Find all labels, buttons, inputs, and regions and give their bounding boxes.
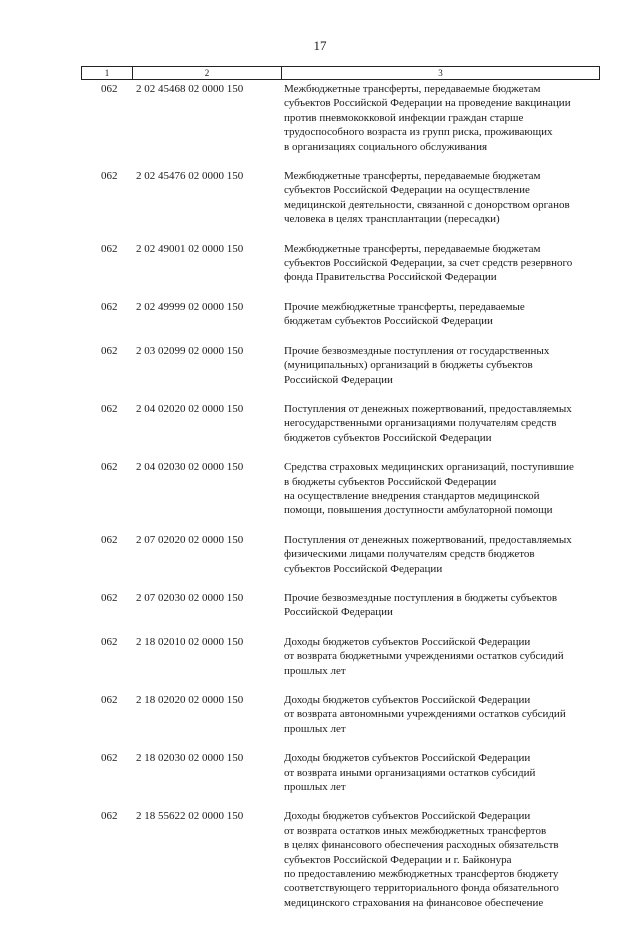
description-line: субъектов Российской Федерации [284, 562, 443, 575]
description-line: прошлых лет [284, 781, 346, 794]
description-cell [281, 809, 600, 910]
description-line: от возврата остатков иных межбюджетных трансфертов [284, 824, 547, 837]
description-line: Доходы бюджетов субъектов Российской Федерации [284, 752, 531, 765]
column-header-2: 2 [132, 67, 281, 79]
description-line: в целях финансового обеспечения расходных обязательств [284, 839, 559, 852]
description-line: прошлых лет [284, 664, 346, 677]
budget-code-cell: 2 02 49001 02 0000 150 [136, 242, 244, 255]
description-line: Доходы бюджетов субъектов Российской Федерации [284, 635, 531, 648]
description-cell [281, 242, 600, 285]
description-line: Межбюджетные трансферты, передаваемые бюджетам [284, 170, 541, 183]
description-line: физическими лицами получателям средств бюджетов [284, 548, 535, 561]
budget-code-cell: 2 18 02020 02 0000 150 [136, 694, 244, 706]
page-number: 17 [313, 38, 327, 53]
description-line: (муниципальных) организаций в бюджеты субъектов [284, 359, 533, 372]
admin-code-cell: 062 [101, 533, 118, 546]
table-row [81, 533, 600, 576]
table-row [81, 591, 600, 620]
table-row [81, 460, 600, 518]
budget-code-cell: 2 04 02030 02 0000 150 [136, 461, 244, 474]
description-cell [281, 460, 600, 518]
description-line: помощи, повышения доступности амбулаторной помощи [284, 504, 553, 517]
description-line: Прочие безвозмездные поступления от государственных [284, 344, 550, 357]
description-cell [281, 693, 600, 736]
description-line: человека в целях трансплантации (пересадки) [284, 213, 500, 226]
description-line: на осуществление внедрения стандартов медицинской [284, 489, 540, 502]
description-line: против пневмококковой инфекции граждан старше [284, 111, 524, 124]
description-cell [281, 751, 600, 794]
description-cell [281, 169, 600, 227]
description-line: в организациях социального обслуживания [284, 140, 488, 153]
description-line: негосударственными организациями получателям средств [284, 417, 557, 430]
budget-code-cell: 2 04 02020 02 0000 150 [136, 402, 244, 415]
budget-code-cell: 2 18 02030 02 0000 150 [136, 752, 244, 765]
admin-code-cell: 062 [101, 170, 118, 183]
description-cell [281, 591, 600, 620]
table-row [81, 809, 600, 910]
column-header-3: 3 [281, 67, 600, 79]
description-line: Российской Федерации [284, 373, 393, 386]
table-row [81, 242, 600, 285]
description-line: медицинской деятельности, связанной с донорством органов [284, 198, 570, 211]
column-header-1: 1 [81, 67, 132, 79]
budget-code-cell: 2 18 02010 02 0000 150 [136, 635, 244, 648]
description-line: фонда Правительства Российской Федерации [284, 271, 497, 284]
description-cell [281, 300, 600, 329]
admin-code-cell: 062 [101, 402, 118, 415]
description-line: субъектов Российской Федерации, за счет средств резервного [284, 257, 573, 270]
description-line: Российской Федерации [284, 606, 393, 619]
description-line: от возврата автономными учреждениями остатков субсидий [284, 708, 566, 721]
description-cell [281, 635, 600, 678]
budget-code-cell: 2 18 55622 02 0000 150 [136, 810, 244, 823]
description-line: по предоставлению межбюджетных трансфертов бюджету [284, 868, 559, 881]
table-row [81, 693, 600, 736]
budget-code-cell: 2 02 45476 02 0000 150 [136, 170, 244, 183]
admin-code-cell: 062 [101, 242, 118, 255]
description-line: прошлых лет [284, 722, 346, 735]
admin-code-cell: 062 [101, 694, 118, 706]
table-row [81, 344, 600, 387]
description-line: Доходы бюджетов субъектов Российской Федерации [284, 694, 531, 706]
table-row [81, 402, 600, 445]
description-line: соответствующего территориального фонда обязательного [284, 882, 559, 895]
description-line: субъектов Российской Федерации на проведение вакцинации [284, 97, 571, 110]
description-line: субъектов Российской Федерации и г. Байконура [284, 853, 512, 866]
budget-code-cell: 2 03 02099 02 0000 150 [136, 344, 244, 357]
admin-code-cell: 062 [101, 461, 118, 474]
description-cell [281, 402, 600, 445]
description-line: Межбюджетные трансферты, передаваемые бюджетам [284, 242, 541, 255]
table-row [81, 169, 600, 227]
admin-code-cell: 062 [101, 591, 118, 604]
table-row [81, 635, 600, 678]
description-line: Прочие межбюджетные трансферты, передаваемые [284, 300, 525, 313]
description-line: Средства страховых медицинских организаций, поступившие [284, 461, 574, 474]
description-cell [281, 82, 600, 154]
admin-code-cell: 062 [101, 344, 118, 357]
budget-code-cell: 2 02 45468 02 0000 150 [136, 83, 244, 95]
table-header-row [81, 66, 600, 80]
description-line: бюджетам субъектов Российской Федерации [284, 315, 493, 328]
revenue-codes-table [81, 66, 600, 925]
description-line: медицинского страхования на финансовое обеспечение [284, 896, 544, 909]
description-line: от возврата бюджетными учреждениями остатков субсидий [284, 650, 564, 663]
description-line: в бюджеты субъектов Российской Федерации [284, 475, 497, 488]
description-line: трудоспособного возраста из групп риска, проживающих [284, 126, 553, 139]
description-cell [281, 533, 600, 576]
table-row [81, 751, 600, 794]
description-line: Поступления от денежных пожертвований, предоставляемых [284, 402, 572, 415]
table-body [81, 80, 600, 910]
table-row [81, 300, 600, 329]
description-line: Поступления от денежных пожертвований, предоставляемых [284, 533, 572, 546]
budget-code-cell: 2 07 02030 02 0000 150 [136, 591, 244, 604]
admin-code-cell: 062 [101, 83, 118, 95]
budget-code-cell: 2 02 49999 02 0000 150 [136, 300, 244, 313]
description-line: бюджетов субъектов Российской Федерации [284, 431, 492, 444]
description-line: Межбюджетные трансферты, передаваемые бюджетам [284, 83, 541, 95]
description-line: субъектов Российской Федерации на осуществление [284, 184, 530, 197]
description-line: Прочие безвозмездные поступления в бюджеты субъектов [284, 591, 558, 604]
description-cell [281, 344, 600, 387]
description-line: от возврата иными организациями остатков субсидий [284, 766, 536, 779]
admin-code-cell: 062 [101, 752, 118, 765]
admin-code-cell: 062 [101, 635, 118, 648]
admin-code-cell: 062 [101, 300, 118, 313]
description-line: Доходы бюджетов субъектов Российской Федерации [284, 810, 531, 823]
table-row [81, 82, 600, 154]
admin-code-cell: 062 [101, 810, 118, 823]
budget-code-cell: 2 07 02020 02 0000 150 [136, 533, 244, 546]
